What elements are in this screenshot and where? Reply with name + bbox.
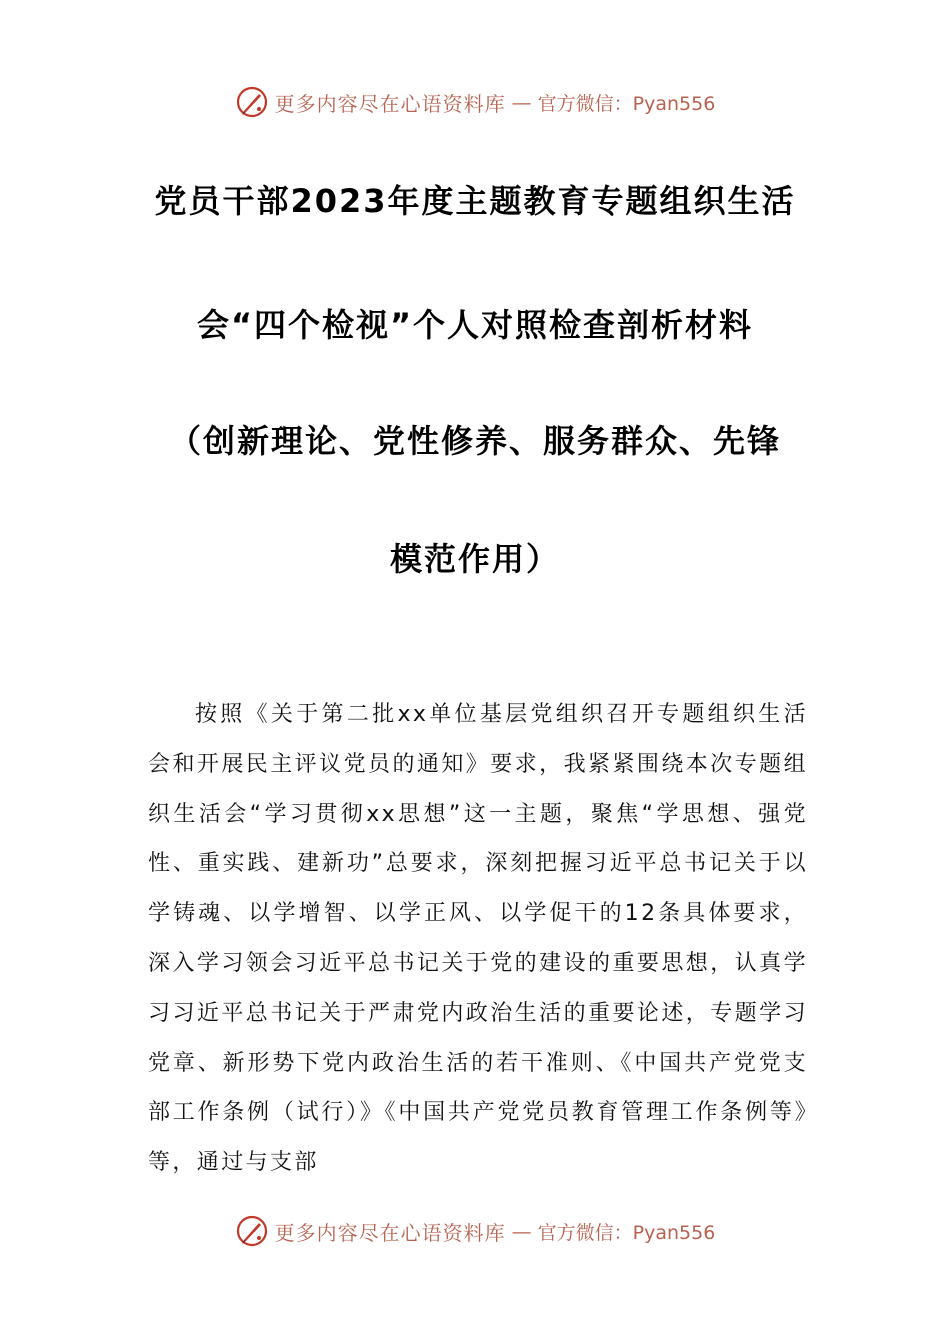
watermark-text: 更多内容尽在心语资料库 bbox=[274, 91, 506, 116]
watermark-separator: — bbox=[511, 90, 532, 114]
watermark-separator: — bbox=[511, 1219, 532, 1243]
title-line-1: 党员干部2023年度主题教育专题组织生活 bbox=[154, 182, 796, 220]
quill-logo-icon bbox=[235, 1214, 269, 1248]
title-line-2: 会“四个检视”个人对照检查剖析材料 bbox=[196, 306, 754, 344]
watermark-wechat: 官方微信：Pyan556 bbox=[537, 92, 716, 115]
title-line-3: （创新理论、党性修养、服务群众、先锋 bbox=[168, 422, 781, 460]
body-paragraph: 按照《关于第二批xx单位基层党组织召开专题组织生活会和开展民主评议党员的通知》要求，我紧紧围绕本次专题组织生活会“学习贯彻xx思想”这一主题，聚焦“学思想、强党性、重实践、建新功”总要求，深刻把握习近平总书记关于以学铸魂、以学增智、以学正风、以学促干的12条具体要求，深入学习领会习近平总书记关于党的建设的重要思想，认真学习习近平总书记关于严肃党内政治生活的重要论述，专题学习党章、新形势下党内政治生活的若干准则、《中国共产党党支部工作条例（试行）》《中国共产党党员教育管理工作条例等》等，通过与支部 bbox=[148, 702, 808, 1176]
footer-watermark bbox=[0, 1211, 950, 1251]
title-line-4: 模范作用） bbox=[389, 540, 560, 578]
header-watermark bbox=[0, 82, 950, 122]
quill-logo-icon bbox=[235, 85, 269, 119]
watermark-text: 更多内容尽在心语资料库 bbox=[274, 1220, 506, 1245]
watermark-wechat: 官方微信：Pyan556 bbox=[537, 1221, 716, 1244]
